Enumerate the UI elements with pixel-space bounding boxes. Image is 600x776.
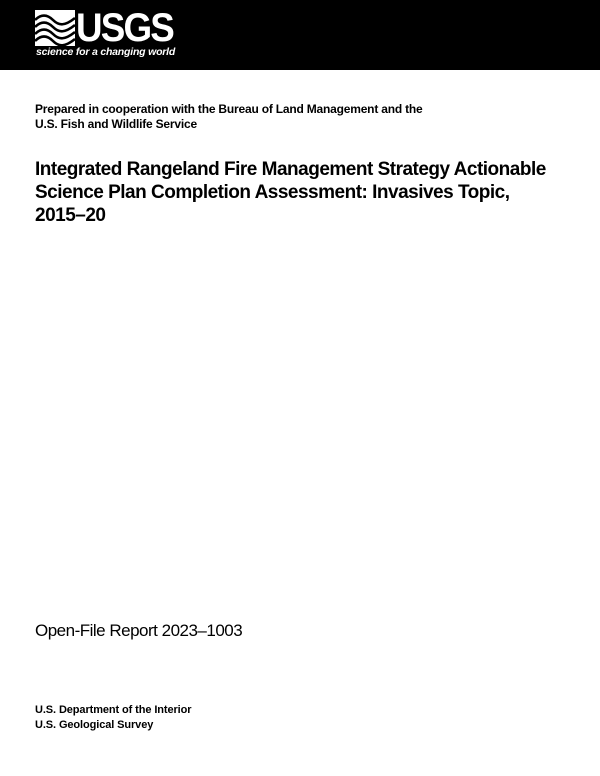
usgs-logo bbox=[35, 6, 176, 62]
report-title-line-2: Science Plan Completion Assessment: Invasives Topic, bbox=[35, 182, 510, 203]
report-series-number: Open-File Report 2023–1003 bbox=[35, 621, 243, 640]
report-title-line-1: Integrated Rangeland Fire Management Strategy Actionable bbox=[35, 159, 546, 180]
report-title bbox=[35, 158, 575, 227]
cooperation-line-2: U.S. Fish and Wildlife Service bbox=[35, 117, 197, 131]
agency-block bbox=[35, 703, 191, 733]
department-name: U.S. Department of the Interior bbox=[35, 704, 192, 716]
usgs-wave-icon bbox=[35, 10, 75, 46]
usgs-tagline: science for a changing world bbox=[36, 46, 176, 58]
header-banner bbox=[0, 0, 600, 70]
report-title-line-3: 2015–20 bbox=[35, 205, 106, 226]
usgs-wordmark: USGS bbox=[76, 6, 173, 50]
survey-name: U.S. Geological Survey bbox=[35, 719, 154, 731]
cooperation-line-1: Prepared in cooperation with the Bureau of Land Management and the bbox=[35, 102, 423, 116]
cooperation-statement bbox=[35, 102, 535, 132]
